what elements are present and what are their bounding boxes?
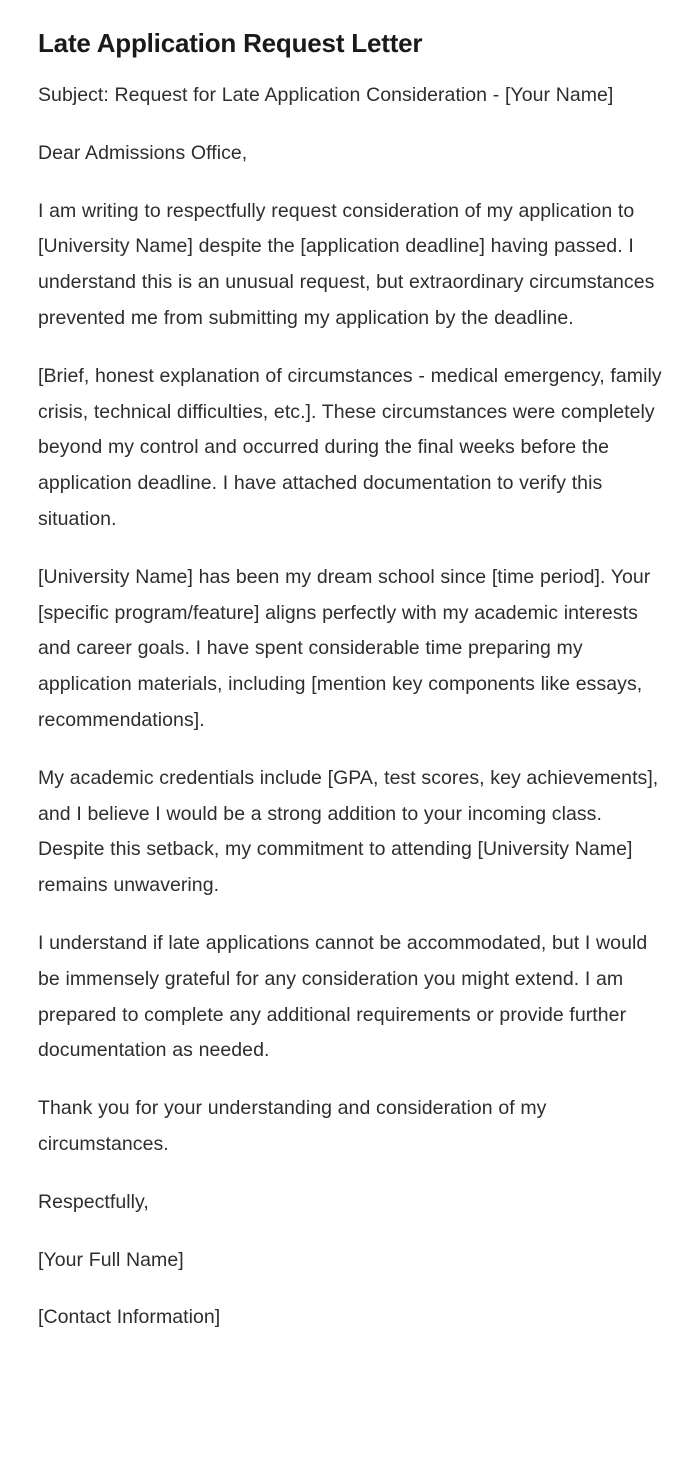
letter-paragraph-thanks: Thank you for your understanding and consideration of my circumstances. — [38, 1097, 547, 1155]
letter-paragraph-credentials: My academic credentials include [GPA, test scores, key achievements], and I believe I would be a strong addition to your incoming class. Despite this setback, my commitment to attending [University Name] remains unwavering. — [38, 766, 659, 897]
letter-signoff: Respectfully, — [38, 1190, 149, 1213]
letter-signature-name: [Your Full Name] — [38, 1248, 184, 1271]
letter-body — [38, 78, 662, 1336]
letter-paragraph-motivation: [University Name] has been my dream school since [time period]. Your [specific program/feature] aligns perfectly with my academic interests and career goals. I have spent considerable time preparing my application materials, including [mention key components like essays, recommendations]. — [38, 565, 651, 731]
letter-paragraph-salutation: Dear Admissions Office, — [38, 141, 248, 164]
letter-contact-information: [Contact Information] — [38, 1306, 221, 1329]
letter-paragraph-subject: Subject: Request for Late Application Consideration - [Your Name] — [38, 84, 614, 106]
letter-paragraph-intro: I am writing to respectfully request consideration of my application to [University Name] despite the [application deadline] having passed. I understand this is an unusual request, but extraordinary circumstances prevented me from submitting my application by the deadline. — [38, 199, 655, 329]
page-title: Late Application Request Letter — [38, 28, 423, 58]
letter-paragraph-understanding: I understand if late applications cannot be accommodated, but I would be immensely grateful for any consideration you might extend. I am prepared to complete any additional requirements or provide further documentation as needed. — [38, 931, 648, 1062]
letter-paragraph-circumstances: [Brief, honest explanation of circumstances - medical emergency, family crisis, technical difficulties, etc.]. These circumstances were completely beyond my control and occurred during the final weeks before the application deadline. I have attached documentation to verify this situation. — [38, 364, 662, 530]
